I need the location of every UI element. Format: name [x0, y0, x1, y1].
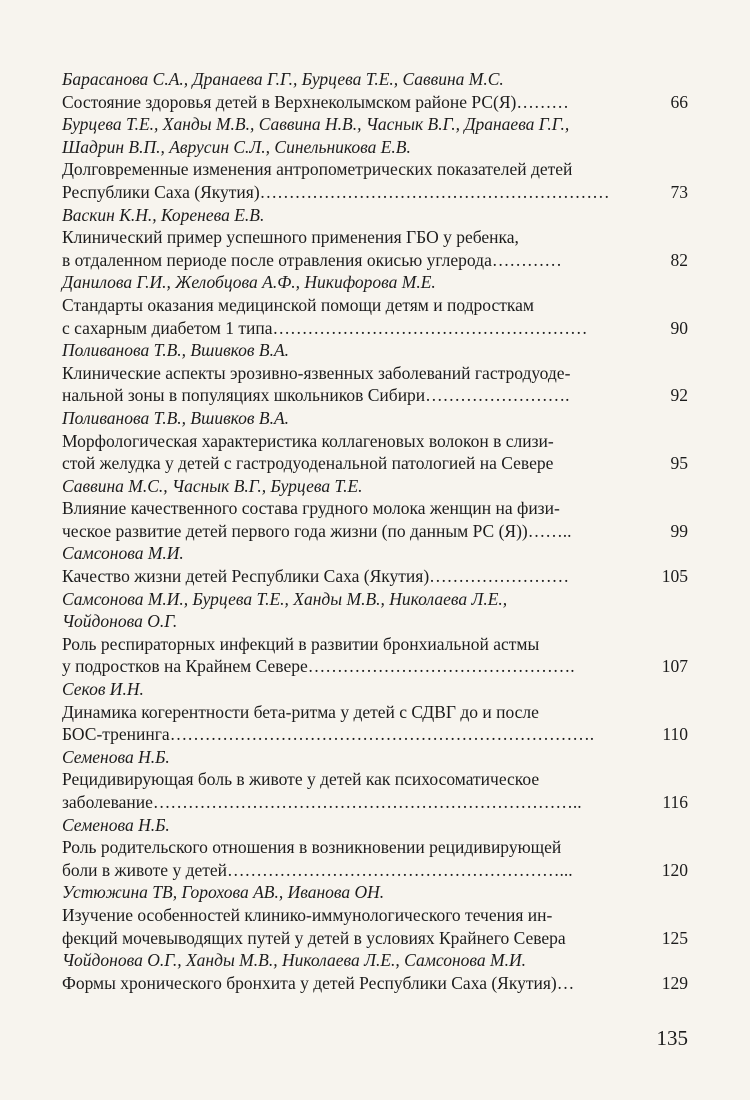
- toc-entry-title: Клинический пример успешного применения ГБО у ребенка,: [62, 227, 519, 248]
- toc-entry: [62, 204, 688, 272]
- toc-entry-title: в отдаленном периоде после отравления окисью углерода…………: [62, 249, 562, 270]
- toc-entry-authors: Барасанова С.А., Дранаева Г.Г., Бурцева Т.Е., Саввина М.С.: [62, 69, 504, 89]
- toc-entry-title: Состояние здоровья детей в Верхнеколымском районе РС(Я)………: [62, 91, 569, 112]
- toc-entry-title: с сахарным диабетом 1 типа………………………………………………: [62, 317, 588, 338]
- toc-entry-title-line: [62, 91, 688, 114]
- toc-entry-title-line: [62, 226, 688, 249]
- toc-entry-title: ческое развитие детей первого года жизни (по данным РС (Я))……..: [62, 520, 572, 541]
- toc-entry-title-line: [62, 158, 688, 181]
- toc-entry-title-line: [62, 927, 688, 950]
- toc-entry-title: Долговременные изменения антропометрических показателей детей: [62, 159, 573, 180]
- toc-entry-title-line: [62, 723, 688, 746]
- toc-entry-title-line: [62, 701, 688, 724]
- toc-entry: [62, 407, 688, 475]
- toc-entry-title-line: [62, 768, 688, 791]
- toc-entry-authors: Семенова Н.Б.: [62, 746, 170, 767]
- toc-entry-title-line: [62, 452, 688, 475]
- toc-entry-page: 92: [670, 385, 688, 406]
- toc-entry: [62, 588, 688, 678]
- toc-entry-authors: Данилова Г.И., Желобцова А.Ф., Никифорова М.Е.: [62, 272, 436, 293]
- toc-entry-title: Влияние качественного состава грудного молока женщин на физи-: [62, 498, 560, 519]
- toc-entry-title: заболевание………………………………………………………………..: [62, 792, 582, 812]
- toc-entry-authors: Васкин К.Н., Коренева Е.В.: [62, 204, 265, 225]
- toc-entry-authors: Поливанова Т.В., Вшивков В.А.: [62, 407, 290, 428]
- toc-entry-page: 110: [662, 724, 688, 745]
- toc-entry-page: 120: [661, 859, 688, 880]
- toc-entry-title: у подростков на Крайнем Севере……………………………………….: [62, 656, 575, 677]
- toc-entry-title-line: [62, 904, 688, 927]
- toc-entry-page: 99: [670, 520, 688, 541]
- toc-entry-page: 107: [661, 656, 688, 677]
- toc-entry-title-line: [62, 836, 688, 859]
- toc-entry: [62, 68, 688, 113]
- toc-entry-authors: Устюжина ТВ, Горохова АВ., Иванова ОН.: [62, 882, 385, 903]
- toc-entry-title-line: [62, 249, 688, 272]
- toc-entry-authors: Самсонова М.И.: [62, 543, 184, 564]
- toc-entry: [62, 746, 688, 814]
- toc-entry-title: боли в животе у детей…………………………………………………...: [62, 859, 573, 880]
- toc-entry-authors: Шадрин В.П., Аврусин С.Л., Синельникова Е.В.: [62, 136, 411, 157]
- toc-entry-title-line: [62, 317, 688, 340]
- toc-entry-page: 66: [670, 91, 688, 112]
- page-number: 135: [656, 1026, 688, 1050]
- toc-entry-title-line: [62, 791, 688, 814]
- toc-entry-authors: Самсонова М.И., Бурцева Т.Е., Ханды М.В., Николаева Л.Е.,: [62, 588, 508, 609]
- toc-entry-page: 82: [670, 249, 688, 270]
- toc-entry-authors: Чойдонова О.Г.: [62, 611, 178, 632]
- toc-entry-title-line: [62, 633, 688, 656]
- toc-entry-title: фекций мочевыводящих путей у детей в условиях Крайнего Севера: [62, 927, 566, 948]
- toc-entry-authors: Семенова Н.Б.: [62, 814, 170, 835]
- toc-entry-title: Динамика когерентности бета-ритма у детей с СДВГ до и после: [62, 701, 539, 722]
- toc-entry-page: 90: [670, 317, 688, 338]
- toc-entry-title-line: [62, 565, 688, 588]
- toc-entry-page: 116: [662, 792, 688, 812]
- toc-entry-title: Формы хронического бронхита у детей Республики Саха (Якутия)…: [62, 972, 575, 993]
- toc-entry-page: 73: [670, 181, 688, 202]
- toc-entry-title: стой желудка у детей с гастродуоденальной патологией на Севере: [62, 453, 554, 474]
- toc-entry-title: Качество жизни детей Республики Саха (Якутия)……………………: [62, 566, 570, 587]
- toc-entry-authors: Бурцева Т.Е., Ханды М.В., Саввина Н.В., Часнык В.Г., Дранаева Г.Г.,: [62, 114, 570, 135]
- toc-entry: [62, 339, 688, 407]
- toc-entry-page: 95: [670, 453, 688, 474]
- toc-entry-title: Изучение особенностей клинико-иммунологического течения ин-: [62, 904, 553, 925]
- toc-entry-title: Стандарты оказания медицинской помощи детям и подросткам: [62, 294, 534, 315]
- toc-entry-authors: Саввина М.С., Часнык В.Г., Бурцева Т.Е.: [62, 475, 363, 496]
- toc-entry-title: Клинические аспекты эрозивно-язвенных заболеваний гастродуоде-: [62, 362, 571, 383]
- toc-entry-title-line: [62, 520, 688, 543]
- toc-entry-title: Рецидивирующая боль в животе у детей как психосоматическое: [62, 769, 540, 790]
- toc-entry-authors: Поливанова Т.В., Вшивков В.А.: [62, 340, 290, 361]
- toc-entry-title: БОС-тренинга……………………………………………………………….: [62, 724, 595, 745]
- toc-entry-title-line: [62, 362, 688, 385]
- toc-entry-authors: Секов И.Н.: [62, 679, 144, 700]
- toc-entry-title-line: [62, 497, 688, 520]
- toc-entry-title-line: [62, 430, 688, 453]
- toc-entry: [62, 881, 688, 949]
- toc-entry: [62, 271, 688, 339]
- toc-entry: [62, 475, 688, 543]
- toc-entry-page: 105: [661, 566, 688, 587]
- toc-entry-title: Роль родительского отношения в возникновении рецидивирующей: [62, 837, 562, 858]
- toc-entry-title-line: [62, 181, 688, 204]
- toc-entry-title-line: [62, 384, 688, 407]
- toc-entry-title-line: [62, 294, 688, 317]
- toc-entry: [62, 678, 688, 746]
- toc-entry-title: Республики Саха (Якутия)……………………………………………………: [62, 181, 610, 202]
- toc-entry: [62, 949, 688, 994]
- toc-entry-title: Роль респираторных инфекций в развитии бронхиальной астмы: [62, 633, 540, 654]
- toc-entry: [62, 113, 688, 203]
- toc-entry-page: 129: [661, 972, 688, 993]
- toc-entry: [62, 814, 688, 882]
- toc-entry-authors: Чойдонова О.Г., Ханды М.В., Николаева Л.Е., Самсонова М.И.: [62, 950, 526, 971]
- toc-entry-title-line: [62, 655, 688, 678]
- toc-entry: [62, 542, 688, 587]
- toc-entry-title: Морфологическая характеристика коллагеновых волокон в слизи-: [62, 430, 554, 451]
- toc-entry-title-line: [62, 972, 688, 995]
- table-of-contents: [62, 68, 688, 994]
- toc-entry-page: 125: [661, 927, 688, 948]
- toc-entry-title-line: [62, 859, 688, 882]
- toc-entry-title: нальной зоны в популяциях школьников Сибири…………………….: [62, 385, 570, 406]
